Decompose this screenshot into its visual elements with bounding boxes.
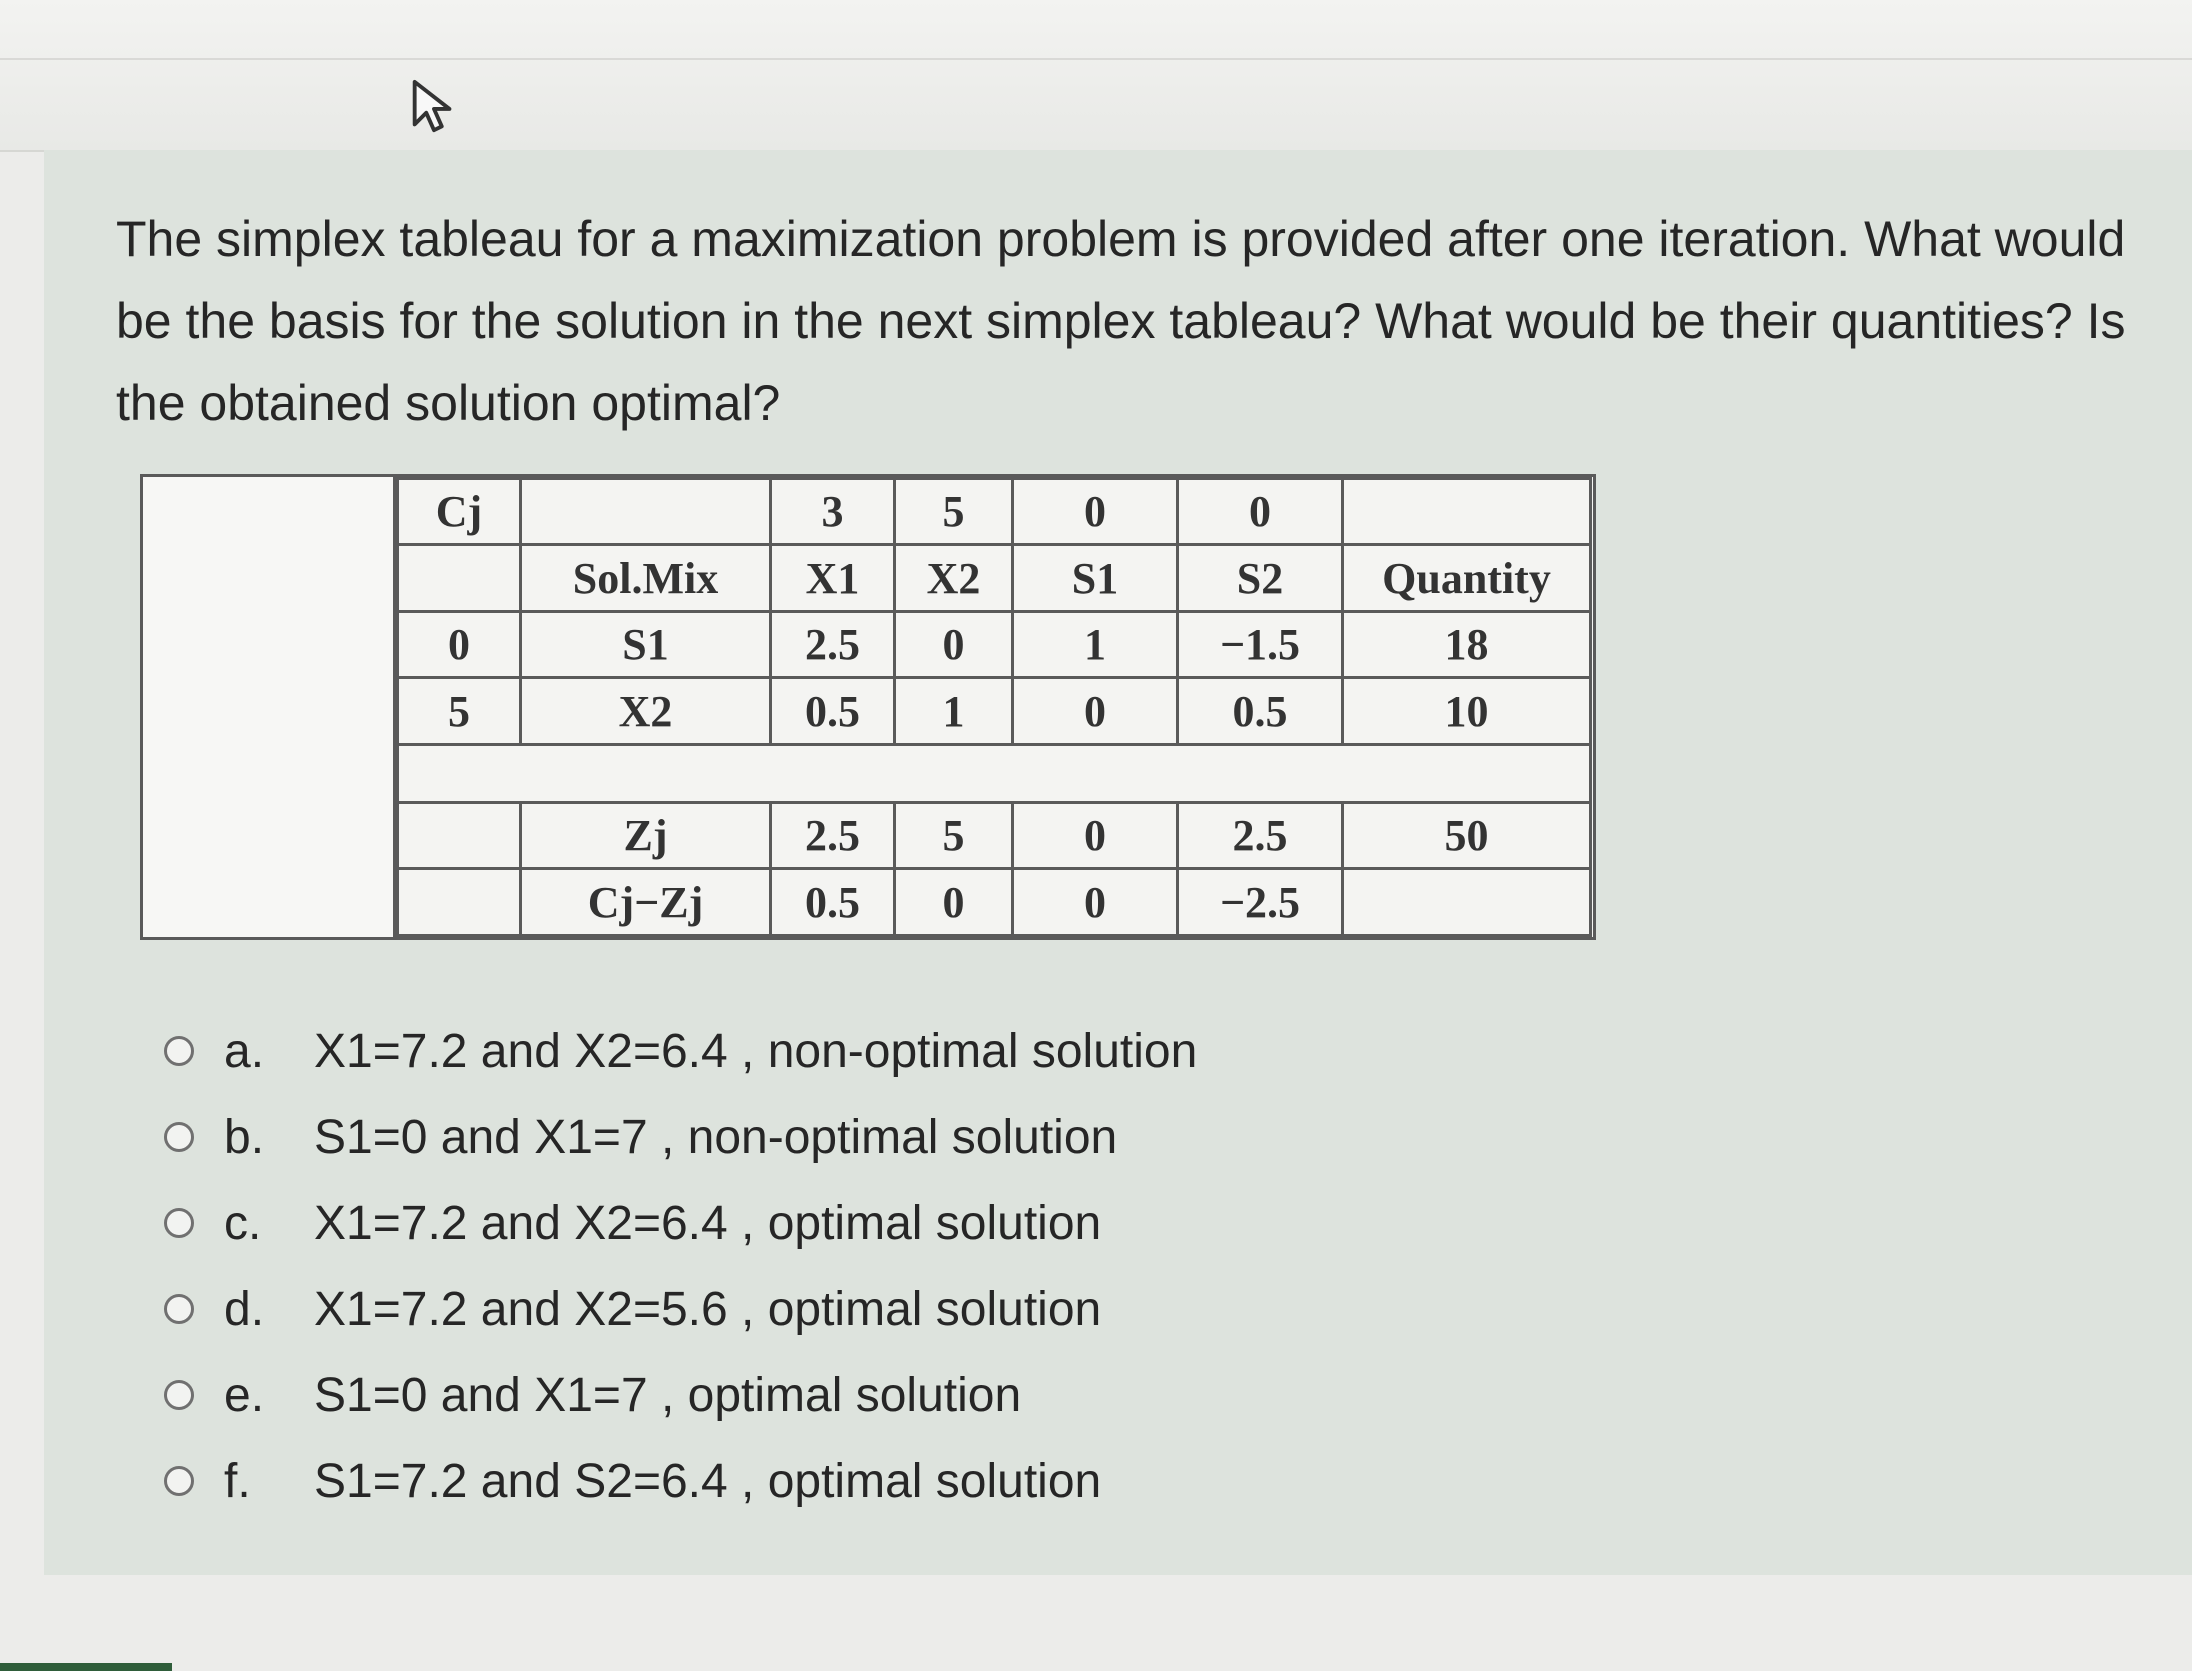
zj-quantity: 50 <box>1343 802 1591 868</box>
zj-label: Zj <box>521 802 771 868</box>
col-header-x2: X2 <box>895 545 1013 611</box>
row-basis-var: S1 <box>521 611 771 677</box>
row-value: 1 <box>895 678 1013 744</box>
tableau-cell-empty <box>398 869 521 936</box>
option-letter: c. <box>224 1196 262 1250</box>
cj-label: Cj <box>398 479 521 545</box>
col-header-x1: X1 <box>771 545 895 611</box>
tableau-row-zj <box>398 802 1591 868</box>
radio-button-a[interactable] <box>164 1036 194 1066</box>
zj-value: 2.5 <box>1178 802 1343 868</box>
option-f[interactable] <box>164 1438 1197 1524</box>
tableau-row-x2 <box>398 678 1591 744</box>
tableau-cell-empty <box>521 479 771 545</box>
tableau-cell-empty <box>398 744 1591 802</box>
option-letter: d. <box>224 1282 265 1336</box>
option-text: X1=7.2 and X2=6.4 , optimal solution <box>314 1196 1102 1250</box>
option-letter: e. <box>224 1368 265 1422</box>
question-panel <box>44 150 2192 1575</box>
quantity-header: Quantity <box>1343 545 1591 611</box>
option-text: S1=0 and X1=7 , non-optimal solution <box>314 1110 1118 1164</box>
cj-value-s1: 0 <box>1013 479 1178 545</box>
tableau-row-cj <box>398 479 1591 545</box>
row-value: −1.5 <box>1178 611 1343 677</box>
tableau-cell-empty <box>398 802 521 868</box>
answer-options <box>164 1008 1197 1524</box>
radio-button-b[interactable] <box>164 1122 194 1152</box>
radio-button-c[interactable] <box>164 1208 194 1238</box>
col-header-s1: S1 <box>1013 545 1178 611</box>
mouse-pointer-icon <box>408 78 460 136</box>
option-text: X1=7.2 and X2=6.4 , non-optimal solution <box>314 1024 1198 1078</box>
tableau-cell-empty <box>1343 869 1591 936</box>
option-text: S1=0 and X1=7 , optimal solution <box>314 1368 1022 1422</box>
row-value: 0 <box>895 611 1013 677</box>
option-b[interactable] <box>164 1094 1197 1180</box>
row-quantity: 10 <box>1343 678 1591 744</box>
row-cj: 0 <box>398 611 521 677</box>
cj-value-x2: 5 <box>895 479 1013 545</box>
tableau-cell-empty <box>398 545 521 611</box>
zj-value: 2.5 <box>771 802 895 868</box>
row-value: 1 <box>1013 611 1178 677</box>
tableau-row-header <box>398 545 1591 611</box>
tableau-row-cjzj <box>398 869 1591 936</box>
option-text: S1=7.2 and S2=6.4 , optimal solution <box>314 1454 1102 1508</box>
radio-button-d[interactable] <box>164 1294 194 1324</box>
option-letter: a. <box>224 1024 265 1078</box>
option-letter: b. <box>224 1110 265 1164</box>
row-quantity: 18 <box>1343 611 1591 677</box>
cjzj-value: 0 <box>895 869 1013 936</box>
option-a[interactable] <box>164 1008 1197 1094</box>
cjzj-label: Cj−Zj <box>521 869 771 936</box>
simplex-tableau <box>396 477 1592 937</box>
col-header-s2: S2 <box>1178 545 1343 611</box>
radio-button-e[interactable] <box>164 1380 194 1410</box>
browser-top-area <box>0 0 2192 152</box>
tableau-row-s1 <box>398 611 1591 677</box>
row-basis-var: X2 <box>521 678 771 744</box>
tableau-row-spacer <box>398 744 1591 802</box>
option-c[interactable] <box>164 1180 1197 1266</box>
row-value: 2.5 <box>771 611 895 677</box>
row-cj: 5 <box>398 678 521 744</box>
simplex-tableau-figure <box>140 474 1596 940</box>
bottom-edge-strip <box>0 1663 172 1671</box>
option-text: X1=7.2 and X2=5.6 , optimal solution <box>314 1282 1102 1336</box>
row-value: 0.5 <box>1178 678 1343 744</box>
row-value: 0 <box>1013 678 1178 744</box>
cjzj-value: 0 <box>1013 869 1178 936</box>
zj-value: 0 <box>1013 802 1178 868</box>
row-value: 0.5 <box>771 678 895 744</box>
radio-button-f[interactable] <box>164 1466 194 1496</box>
zj-value: 5 <box>895 802 1013 868</box>
option-e[interactable] <box>164 1352 1197 1438</box>
cj-value-x1: 3 <box>771 479 895 545</box>
solmix-header: Sol.Mix <box>521 545 771 611</box>
tableau-cell-empty <box>1343 479 1591 545</box>
option-d[interactable] <box>164 1266 1197 1352</box>
cjzj-value: 0.5 <box>771 869 895 936</box>
question-text: The simplex tableau for a maximization problem is provided after one iteration. What would be the basis for the solution in the next simplex tableau? What would be their quantities? Is the obtained solution optimal? <box>116 211 2126 431</box>
top-divider <box>0 58 2192 60</box>
option-letter: f. <box>224 1454 251 1508</box>
cj-value-s2: 0 <box>1178 479 1343 545</box>
cjzj-value: −2.5 <box>1178 869 1343 936</box>
figure-blank-area <box>143 477 396 937</box>
